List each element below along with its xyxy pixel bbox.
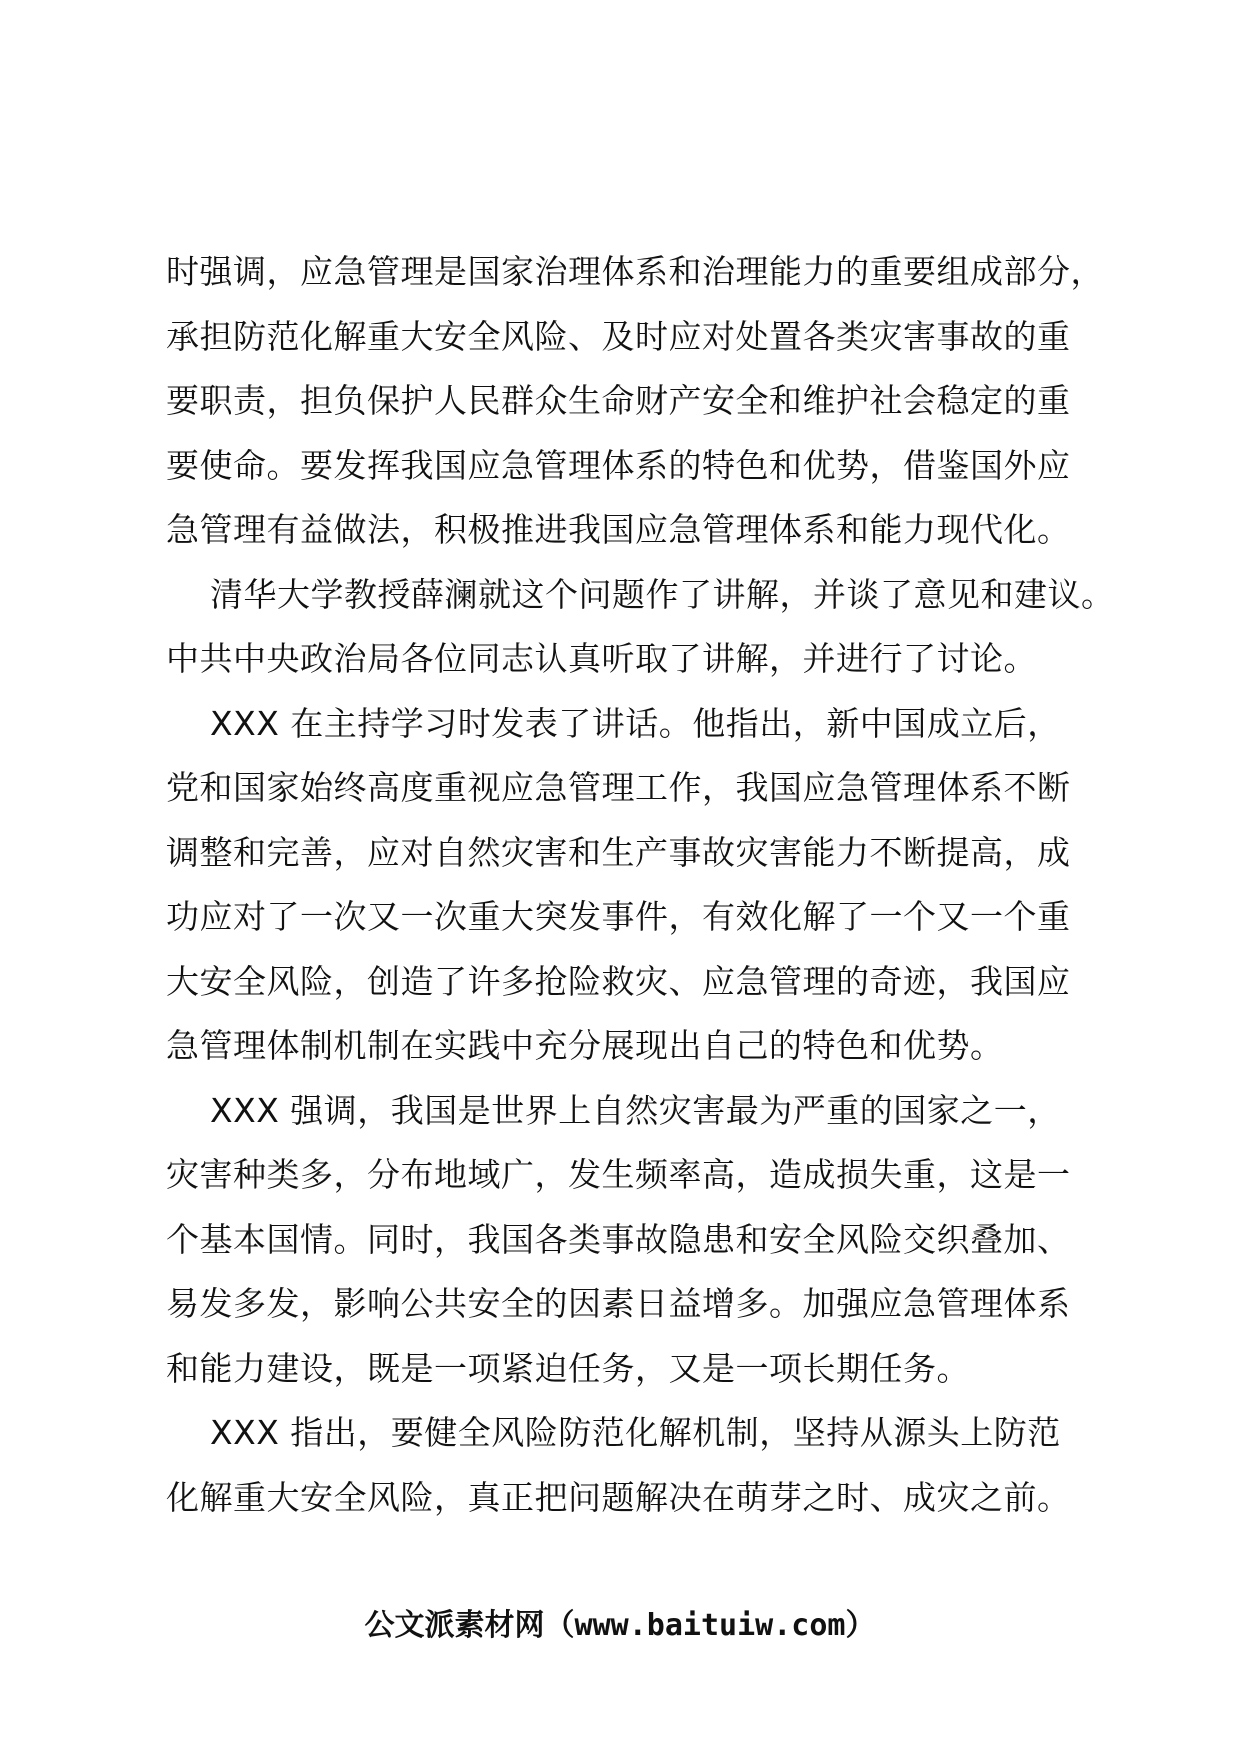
footer-url: （www.baituiw.com）	[544, 1608, 876, 1643]
paragraph-start-line: XXX 指出，要健全风险防范化解机制，坚持从源头上防范	[210, 1413, 1061, 1452]
paragraph-start-line: XXX 强调，我国是世界上自然灾害最为严重的国家之一，	[210, 1090, 1061, 1130]
paragraph-start-line: 清华大学教授薛澜就这个问题作了讲解，并谈了意见和建议。	[210, 574, 1115, 614]
article-body	[166, 240, 1115, 1530]
text-line: 个基本国情。同时，我国各类事故隐患和安全风险交织叠加、	[166, 1219, 1071, 1259]
text-line: 功应对了一次又一次重大突发事件，有效化解了一个又一个重	[166, 897, 1071, 936]
text-line: 化解重大安全风险，真正把问题解决在萌芽之时、成灾之前。	[166, 1477, 1071, 1517]
text-line: 急管理体制机制在实践中充分展现出自己的特色和优势。	[166, 1026, 1004, 1065]
text-line: 易发多发，影响公共安全的因素日益增多。加强应急管理体系	[166, 1284, 1071, 1323]
text-line: 急管理有益做法，积极推进我国应急管理体系和能力现代化。	[166, 510, 1071, 549]
text-line: 党和国家始终高度重视应急管理工作，我国应急管理体系不断	[166, 768, 1071, 807]
text-line: 时强调，应急管理是国家治理体系和治理能力的重要组成部分，	[166, 252, 1104, 291]
text-line: 大安全风险，创造了许多抢险救灾、应急管理的奇迹，我国应	[166, 961, 1071, 1001]
text-line: 灾害种类多，分布地域广，发生频率高，造成损失重，这是一	[166, 1155, 1071, 1194]
text-line: 中共中央政治局各位同志认真听取了讲解，并进行了讨论。	[166, 639, 1037, 678]
text-line: 要使命。要发挥我国应急管理体系的特色和优势，借鉴国外应	[166, 445, 1071, 485]
footer-site-name: 公文派素材网	[364, 1608, 545, 1643]
text-line: 承担防范化解重大安全风险、及时应对处置各类灾害事故的重	[166, 316, 1071, 356]
text-line: 调整和完善，应对自然灾害和生产事故灾害能力不断提高，成	[166, 832, 1071, 872]
text-line: 和能力建设，既是一项紧迫任务，又是一项长期任务。	[166, 1348, 970, 1388]
page-footer	[0, 1600, 1240, 1644]
text-line: 要职责，担负保护人民群众生命财产安全和维护社会稳定的重	[166, 381, 1071, 420]
paragraph-start-line: XXX 在主持学习时发表了讲话。他指出，新中国成立后，	[210, 703, 1061, 743]
